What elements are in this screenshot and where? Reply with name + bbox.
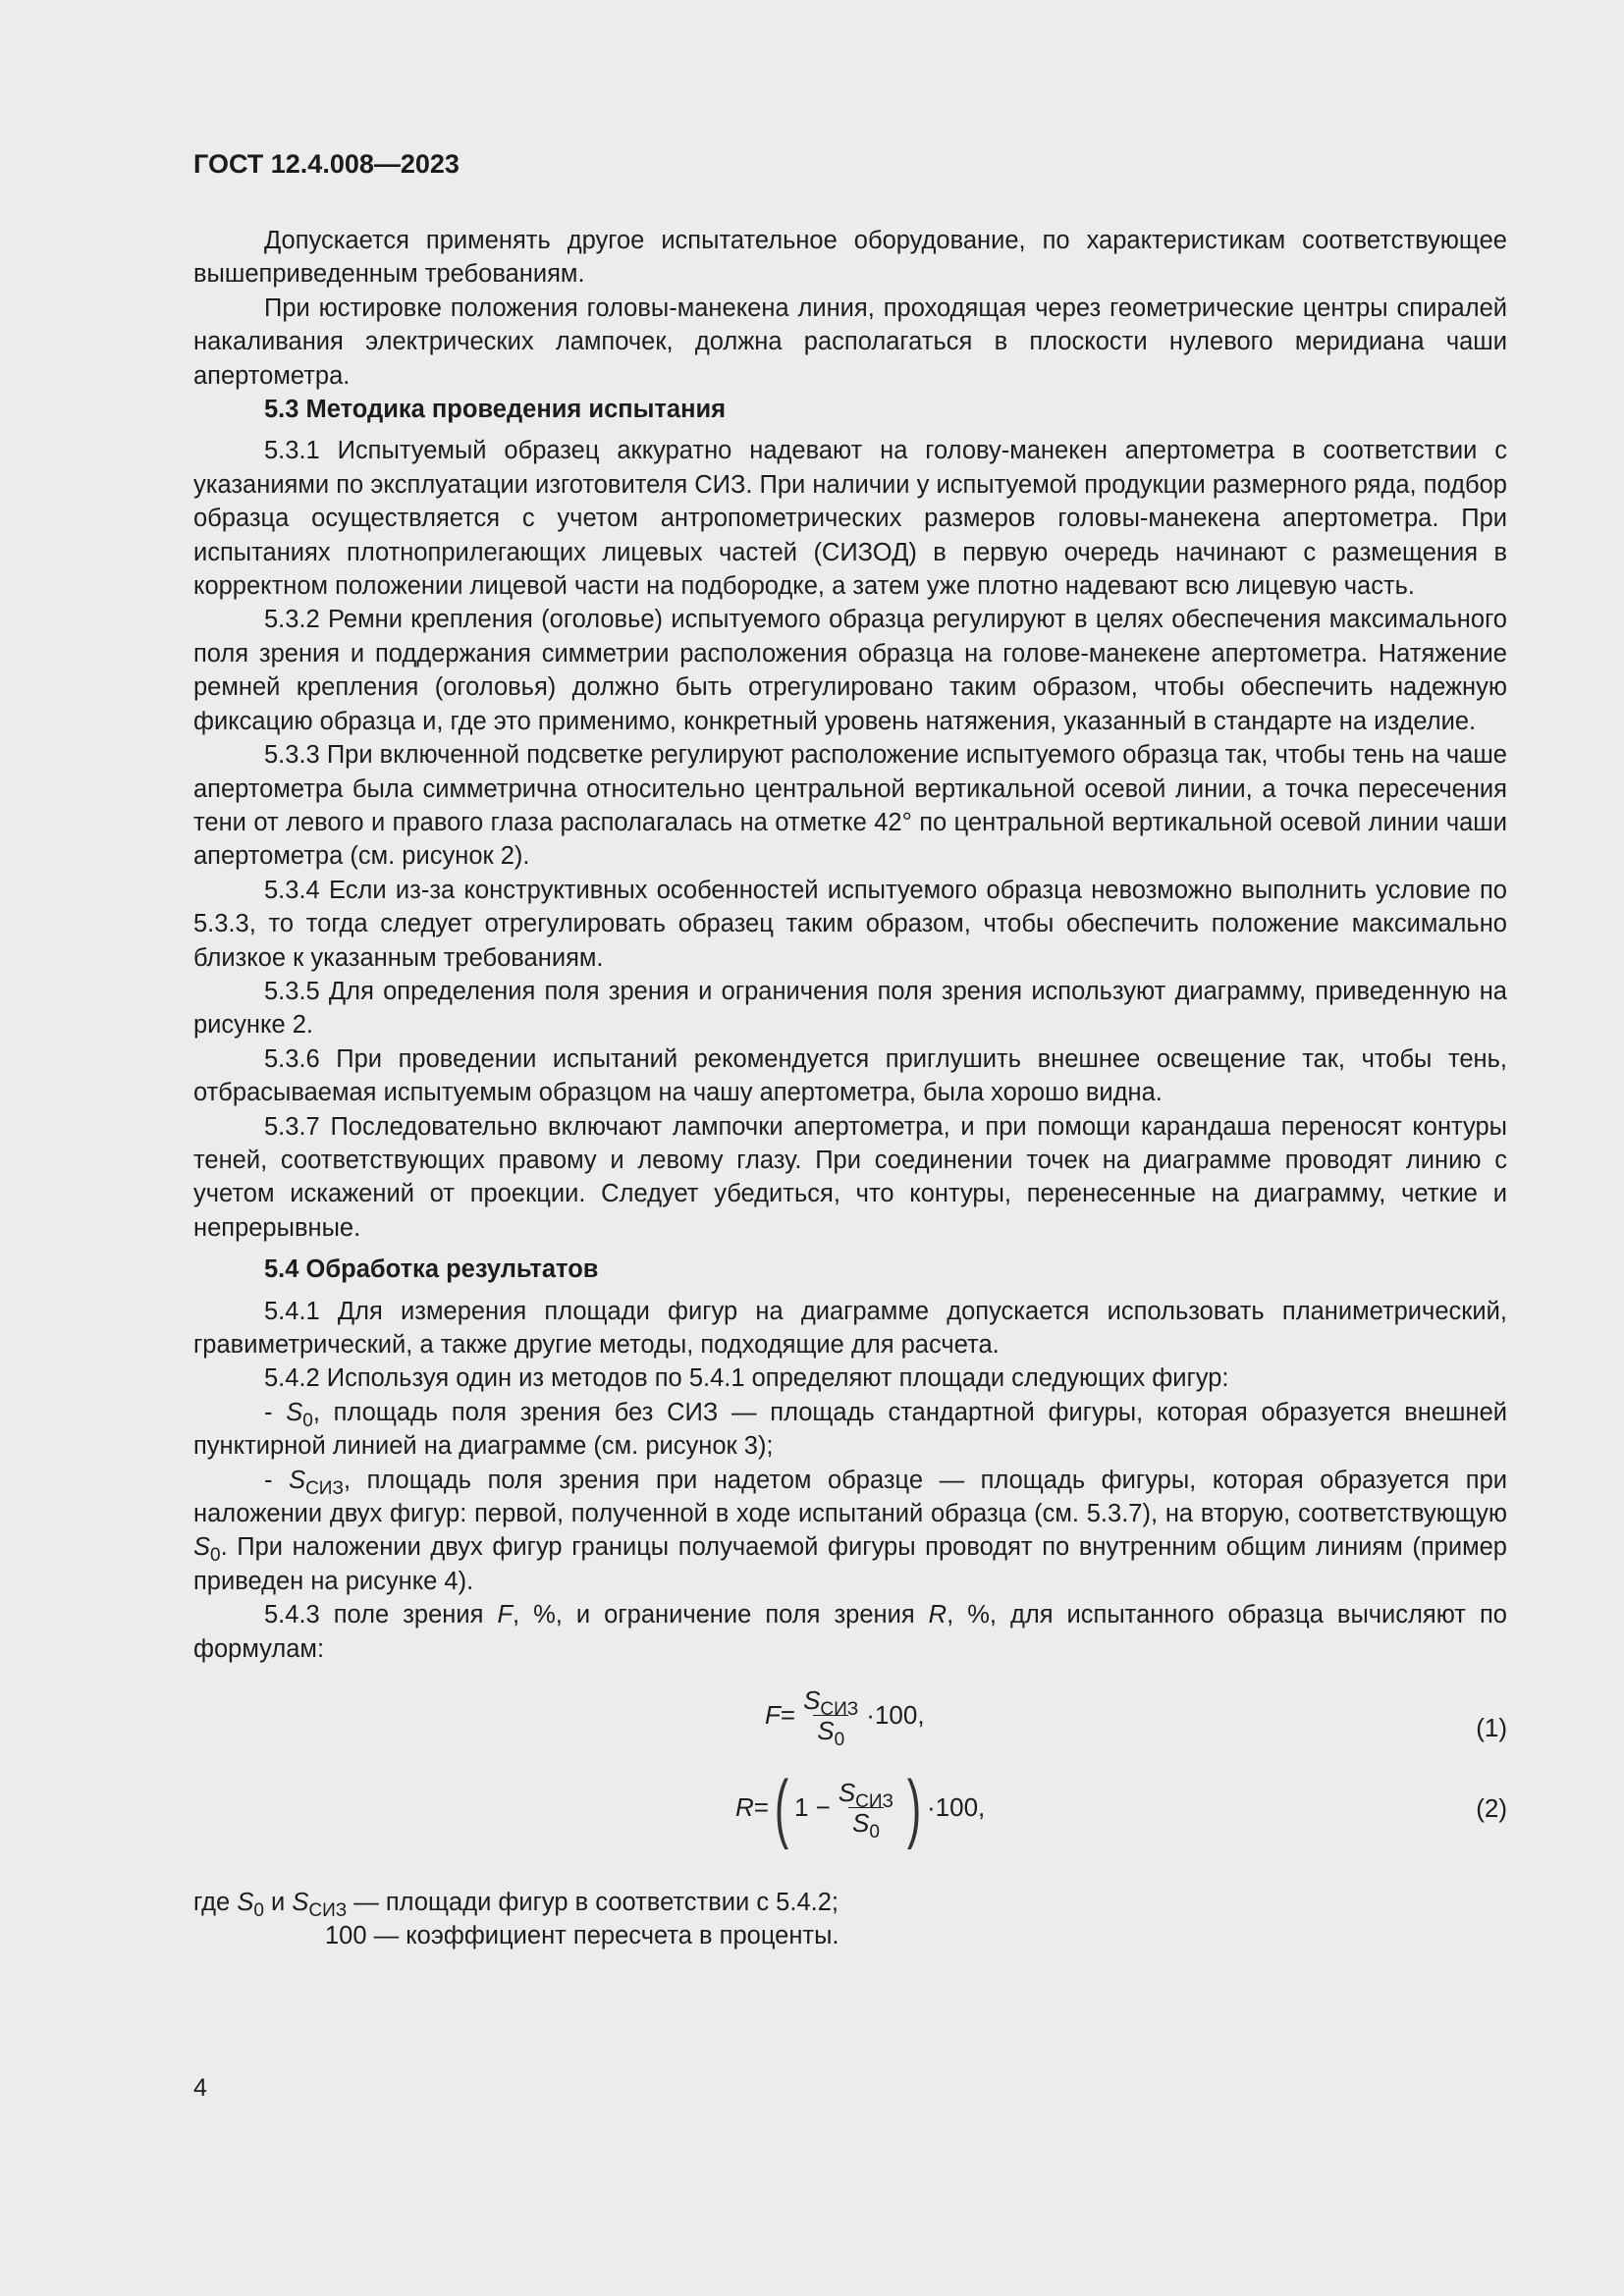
left-paren: (	[774, 1764, 789, 1851]
clause-5-4-1: 5.4.1 Для измерения площади фигур на диаграмме допускается использовать планиметрический, гравиметрический, а также другие методы, подходящие для расчета.	[193, 1297, 1507, 1359]
document-header: ГОСТ 12.4.008—2023	[193, 149, 460, 179]
where-explanation	[193, 1886, 1507, 1953]
where-line-1: где $S_0$ и $S_{СИЗ}$ — площади фигур в соответствии с 5.4.2;	[193, 1889, 839, 1922]
section-heading-5-3: 5.3 Методика проведения испытания	[264, 396, 727, 424]
where-line-2: 100 — коэффициент пересчета в проценты.	[325, 1922, 839, 1950]
paragraph: При юстировке положения головы-манекена линия, проходящая через геометрические центры спиралей накаливания электрических лампочек, должна располагаться в плоскости нулевого меридиана чаши апертометра.	[193, 294, 1507, 390]
clause-5-3-7: 5.3.7 Последовательно включают лампочки апертометра, и при помощи карандаша переносят контуры теней, соответствующих правому и левому глазу. При соединении точек на диаграмме проводят линию с учетом искажений от проекции. Следует убедиться, что контуры, перенесенные на диаграмму, четкие и непрерывные.	[193, 1112, 1507, 1242]
clause-5-4-3: 5.4.3 поле зрения F, %, и ограничение поля зрения R, %, для испытанного образца вычисляют по формулам:	[193, 1601, 1507, 1663]
clause-5-3-5: 5.3.5 Для определения поля зрения и ограничения поля зрения используют диаграмму, приведенную на рисунке 2.	[193, 977, 1507, 1040]
paragraph: Допускается применять другое испытательное оборудование, по характеристикам соответствующее вышеприведенным требованиям.	[193, 227, 1507, 289]
document-body	[193, 224, 1507, 1953]
page-number: 4	[193, 2074, 207, 2102]
right-paren: )	[906, 1764, 922, 1851]
clause-5-3-1: 5.3.1 Испытуемый образец аккуратно надевают на голову-манекен апертометра в соответствии с указаниями по эксплуатации изготовителя СИЗ. При наличии у испытуемой продукции размерного ряда, подбор образца осуществляется с учетом антропометрических размеров головы-манекена апертометра. При испытаниях плотноприлегающих лицевых частей (СИЗОД) в первую очередь начинают с размещения в корректном положении лицевой части на подбородке, а затем уже плотно надевают всю лицевую часть.	[193, 437, 1507, 601]
fraction: $\frac{S_{СИЗ}}{S_0}$	[838, 1777, 894, 1842]
section-heading-5-4: 5.4 Обработка результатов	[264, 1255, 599, 1284]
clause-5-3-6: 5.3.6 При проведении испытаний рекомендуется приглушить внешнее освещение так, чтобы тень, отбрасываемая испытуемым образцом на чашу апертометра, была хорошо видна.	[193, 1044, 1507, 1107]
equation-number: (2)	[1476, 1793, 1507, 1824]
clause-5-3-2: 5.3.2 Ремни крепления (оголовье) испытуемого образца регулируют в целях обеспечения максимального поля зрения и поддержания симметрии расположения образца на голове-манекене апертометра. Натяжение ремней крепления (оголовья) должно быть отрегулировано таким образом, чтобы обеспечить надежную фиксацию образца и, где это применимо, конкретный уровень натяжения, указанный в стандарте на изделие.	[193, 606, 1507, 735]
bullet-s0: - $S_0$, площадь поля зрения без СИЗ — площадь стандартной фигуры, которая образуется внешней пунктирной линией на диаграмме (см. рисунок 3);	[193, 1398, 1507, 1461]
clause-5-3-3: 5.3.3 При включенной подсветке регулируют расположение испытуемого образца так, чтобы тень на чаше апертометра была симметрична относительно центральной вертикальной осевой линии, а точка пересечения тени от левого и правого глаза располагалась на отметке 42° по центральной вертикальной осевой линии чаши апертометра (см. рисунок 2).	[193, 741, 1507, 871]
bullet-ssiz: - $S_{СИЗ}$, площадь поля зрения при надетом образце — площадь фигуры, которая образуется при наложении двух фигур: первой, полученной в ходе испытаний образца (см. 5.3.7), на вторую, соответствующую $S_0$. При наложении двух фигур границы получаемой фигуры проводят по внутренним общим линиям (пример приведен на рисунке 4).	[193, 1466, 1508, 1595]
equation-number: (1)	[1476, 1713, 1507, 1743]
clause-5-4-2: 5.4.2 Используя один из методов по 5.4.1 определяют площади следующих фигур:	[264, 1364, 1229, 1393]
formula-2: R = ( 1 − $\frac{S_{СИЗ}}{S_0}$ ) ·100, (2)	[735, 1764, 1507, 1851]
clause-5-3-4: 5.3.4 Если из-за конструктивных особенностей испытуемого образца невозможно выполнить условие по 5.3.3, то тогда следует отрегулировать образец таким образом, чтобы обеспечить положение максимально близкое к указанным требованиям.	[193, 876, 1507, 972]
fraction: $\frac{S_{СИЗ}}{S_0}$	[803, 1684, 859, 1750]
formula-1: F = $\frac{S_{СИЗ}}{S_0}$ ·100, (1)	[765, 1684, 1507, 1750]
